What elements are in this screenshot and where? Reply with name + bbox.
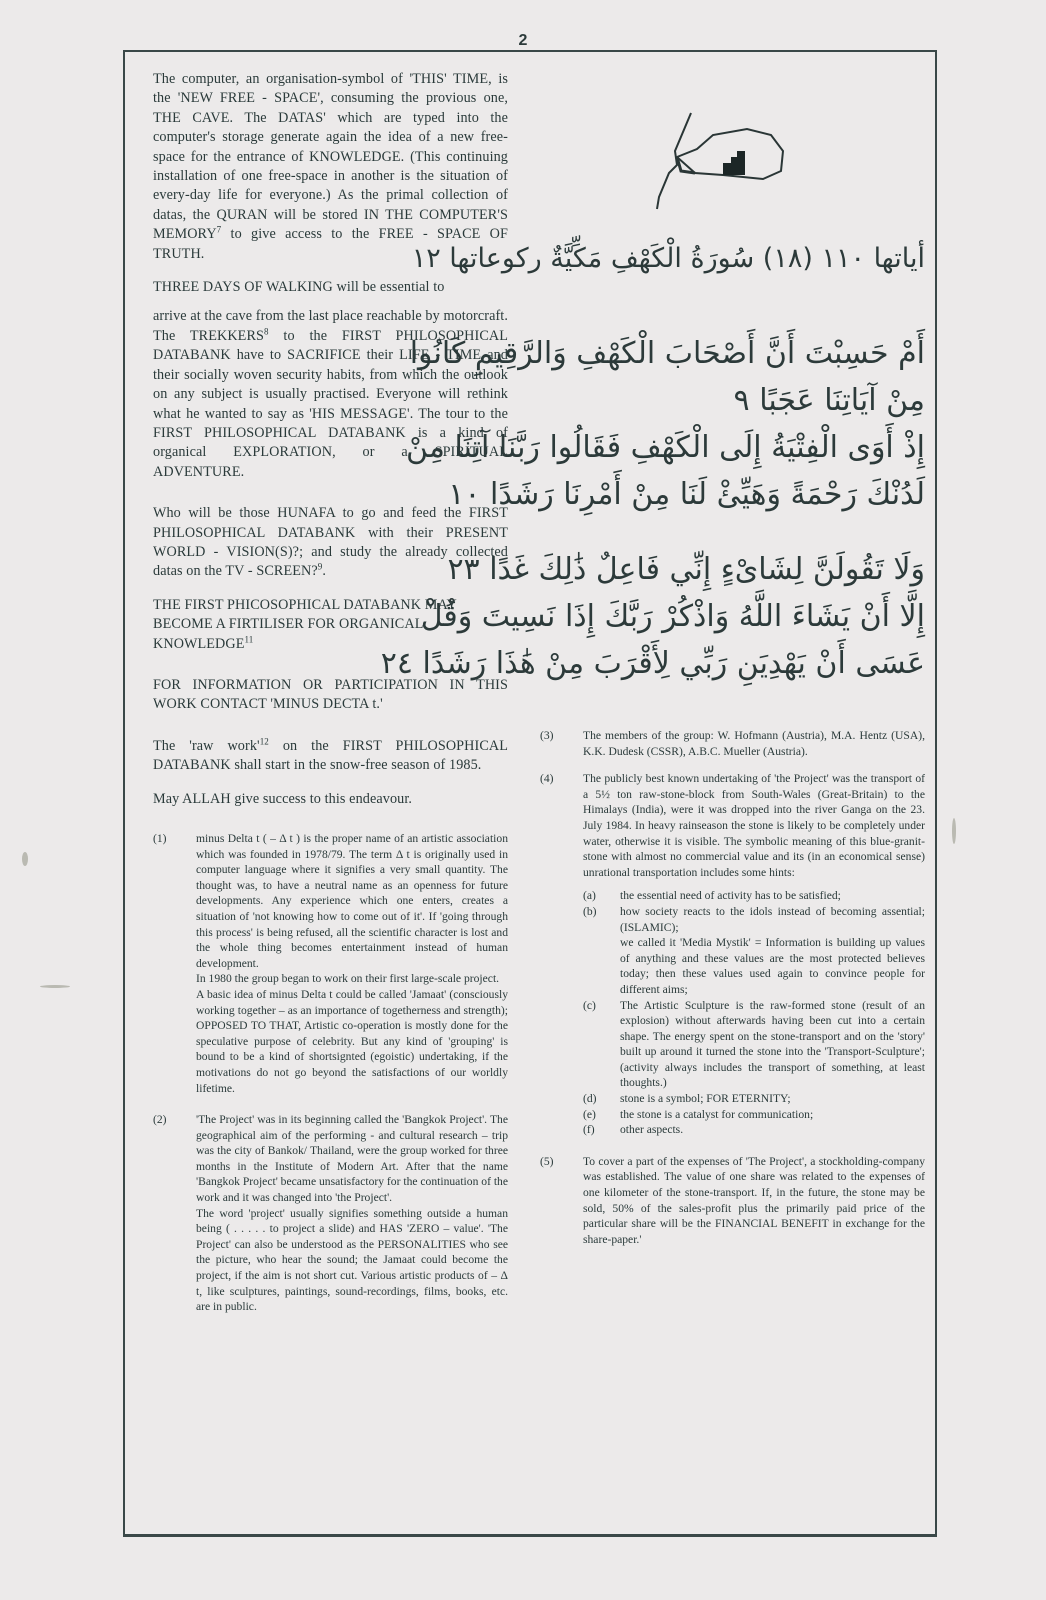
footnote-ref: 11 [244, 633, 254, 644]
sub-item [583, 1091, 925, 1107]
body-paragraph [153, 737, 508, 776]
footnote-text: In 1980 the group began to work on their first large-scale project. [196, 972, 500, 986]
sub-item-text: The Artistic Sculpture is the raw-formed stone (result of an explosion) without afterwards having been cut into a certain shape. The energy spent on the stone-transport and on the 'story' built up around it turned the stone into the 'Transport-Sculpture'; (activity always includes the transport of something, at least thoughts.) [620, 998, 925, 1090]
verse-line: عَسَى أَنْ يَهْدِيَنِ رَبِّي لِأَقْرَبَ مِنْ هَٰذَا رَشَدًا ٢٤ [380, 646, 925, 681]
sub-item-body [620, 1107, 925, 1123]
sub-item-label: (f) [583, 1123, 595, 1137]
scan-speck [40, 985, 70, 988]
footnote-ref: 8 [264, 326, 269, 337]
sub-item-text: how society reacts to the idols instead of becoming assential; (ISLAMIC); [620, 904, 925, 934]
closing-line: May ALLAH give success to this endeavour. [153, 790, 413, 807]
footnote-number: (4) [540, 772, 554, 786]
right-column [380, 95, 925, 1259]
footnote-number: (2) [153, 1113, 167, 1127]
paragraph-text: Who will be those HUNAFA to go and feed the FIRST PHILOSOPHICAL DATABANK with their PRESENT WORLD - VISION(S)?; and study the already collected datas on the TV - SCREEN? [153, 505, 508, 580]
footnote-number: (5) [540, 1154, 554, 1168]
sub-item-text: the stone is a catalyst for communication; [620, 1107, 814, 1121]
sub-item [583, 1107, 925, 1123]
sub-item-label: (d) [583, 1092, 597, 1106]
footnote-text: To cover a part of the expenses of 'The Project', a stockholding-company was established. The value of one share was related to the expenses of one kilometer of the stone-transport. If, in the future, the stone may be sold, 50% of the sales-profit plus the primarily paid price of the particular share will be the FINANCIAL BENEFIT in exchange for the share-paper.' [583, 1154, 925, 1246]
sub-item-label: (e) [583, 1107, 596, 1121]
quran-verses [380, 331, 925, 686]
footnote-body [583, 771, 925, 1138]
footnote-ref: 9 [317, 561, 323, 572]
sub-item-text: the essential need of activity has to be satisfied; [620, 889, 841, 903]
page-number: 2 [518, 32, 528, 49]
body-paragraph [153, 70, 508, 264]
paragraph-text: The computer, an organisation-symbol of 'THIS' TIME, is the 'NEW FREE - SPACE', consuming the provious one, THE CAVE. The DATAS' which are typed into the computer's storage generate again the idea of a new free-space for the entrance of KNOWLEDGE. (This continuing installation of one free-space in another is the situation of every-day life for everyone.) As the primal collection of datas, the QURAN will be stored IN THE COMPUTER'S MEMORY [153, 71, 508, 243]
sub-item-body [620, 1091, 925, 1107]
footnote [153, 831, 508, 1096]
footnote-number: (1) [153, 832, 167, 845]
contact-paragraph: FOR INFORMATION OR PARTICIPATION IN THIS WORK CONTACT 'MINUS DECTA t.' [153, 676, 508, 713]
verse-line: إِلَّا أَنْ يَشَاءَ اللَّهُ وَاذْكُرْ رَبَّكَ إِذَا نَسِيتَ وَقُلْ [420, 599, 925, 634]
sub-item-text: stone is a symbol; FOR ETERNITY; [620, 1092, 791, 1106]
sub-item [583, 1122, 925, 1138]
footnote-ref: 7 [216, 224, 222, 235]
footnote-number: (3) [540, 729, 554, 742]
verse-line: إِذْ أَوَى الْفِتْيَةُ إِلَى الْكَهْفِ فَقَالُوا رَبَّنَا آتِنَا مِنْ [406, 430, 925, 465]
footnote-body [196, 1112, 508, 1315]
sub-item-label: (a) [583, 889, 596, 903]
footnote-text: The word 'project' usually signifies something outside a human being ( . . . . . to project a slide) and HAS 'ZERO – value'. 'The Project' can also be understood as the PERSONALITIES who see the picture, who hear the sound; the Jamaat could become the project, if the aim is not short cut. Various artistic products of – Δ t, like sculptures, paintings, sound-recordings, films, books, etc. are in public. [196, 1206, 508, 1314]
verse-line: أَمْ حَسِبْتَ أَنَّ أَصْحَابَ الْكَهْفِ وَالرَّقِيمِ كَانُوا [409, 336, 925, 371]
cave-drawing-icon [653, 113, 813, 209]
paragraph-text: on the FIRST PHILOSOPHICAL DATABANK shall start in the snow-free season of 1985. [153, 737, 508, 774]
footnote-text: The publicly best known undertaking of 'the Project' was the transport of a 5½ ton raw-stone-block from South-Wales (Great-Britain) to the Himalays (India), were it was dropped into the river Ganga on the 23. July 1984. In heavy rainseason the stone is likely to be completely under water, otherwise it is visible. The symbolic meaning of this blue-granit-stone with almost no commercial value and its (in an economical sense) unrational transportation includes some hints: [583, 772, 925, 879]
paragraph-text: The 'raw work' [153, 737, 260, 754]
footnote-body [583, 1154, 925, 1248]
paragraph-text: THE FIRST PHICOSOPHICAL DATABANK MAY BECOME A FIRTILISER FOR ORGANICAL KNOWLEDGE [153, 596, 457, 652]
footnote-text: The members of the group: W. Hofmann (Austria), M.A. Hentz (USA), K.K. Dudesk (CSSR), A.B.C. Mueller (Austria). [583, 729, 925, 758]
footnote [153, 1112, 508, 1315]
footnote-body [196, 831, 508, 1096]
sub-item-body [620, 1122, 925, 1138]
footnote [540, 1154, 925, 1248]
verse-line: وَلَا تَقُولَنَّ لِشَاىْءٍ إِنِّي فَاعِلٌ ذَٰلِكَ غَدًا ٢٣ [447, 552, 925, 587]
footnote-text: minus Delta t ( – Δ t ) is the proper name of an artistic association which was founded in 1978/79. The term Δ t is originally used in computer language where it signifies a very small quantity. The thought was, to have a neutral name as an openness for future developments. Any experience which one enters, creates a situation of 'not knowing how to come out of it'. If 'going through this process' is being refused, all the scientific character is lost and the whole thing becomes entertainment instead of human development. [196, 832, 508, 970]
sub-item-body [620, 998, 925, 1092]
body-paragraph: THREE DAYS OF WALKING will be essential to [153, 279, 445, 296]
paragraph-text: . [322, 563, 326, 580]
sub-item-body [620, 888, 925, 904]
surah-heading: أياتها ١١٠ (١٨) سُورَةُ الْكَهْفِ مَكِّيَّةٌ ركوعاتها ١٢ [411, 243, 925, 274]
footnote-body [583, 728, 925, 759]
footnote [540, 728, 925, 759]
verse-line: مِنْ آيَاتِنَا عَجَبًا ٩ [733, 383, 925, 418]
sub-item-label: (c) [583, 998, 596, 1012]
sub-item-text: other aspects. [620, 1123, 684, 1137]
footnote [540, 771, 925, 1138]
sub-item-text: we called it 'Media Mystik' = Information is building up values of anything and these values are the most protected believes today; then these values used again to convince people for different aims; [620, 936, 925, 996]
scan-speck [22, 852, 28, 866]
footnote-text: 'The Project' was in its beginning called the 'Bangkok Project'. The geographical aim of the performing - and cultural research – trip was the city of Bankok/ Thailand, were the group worked for three months in the Institute of Modern Art. After that the name 'Bangkok Project' became unsatisfactory for the continuation of the work and it was changed into 'the Project'. [196, 1113, 508, 1205]
right-footnotes [540, 728, 925, 1247]
sub-item [583, 998, 925, 1092]
footnote-text: A basic idea of minus Delta t could be called 'Jamaat' (consciously working together – as an importance of togetherness and strength); OPPOSED TO THAT, Artistic co-operation is mostly done for the speculative purpose of celebrity. But any kind of 'grouping' is bound to be a kind of shortsignted (egoistic) undertaking, if the motivations do not go beyond the satisfactions of our worldly lifetime. [196, 987, 508, 1095]
sub-item [583, 904, 925, 998]
paragraph-text: arrive at the cave from the last place reachable by motorcraft. The TREKKERS [153, 308, 508, 344]
sub-item [583, 888, 925, 904]
paragraph-text: to give access to the FREE - SPACE OF TRUTH. [153, 226, 508, 262]
sub-item-label: (b) [583, 904, 597, 918]
footnote-ref: 12 [259, 736, 269, 747]
scan-speck [952, 818, 956, 844]
sub-item-body [620, 904, 925, 998]
paragraph-text: to the FIRST PHILOSOPHICAL DATABANK have to SACRIFICE their LIFE - TIME and their socially woven security habits, from which the outlook on any subject is usually practised. Everyone will rethink what he wanted to say as 'HIS MESSAGE'. The tour to the FIRST PHILOSOPHICAL DATABANK is a kind of organical EXPLORATION, or a SPIRITUAL ADVENTURE. [153, 327, 509, 480]
verse-line: لَدُنْكَ رَحْمَةً وَهَيِّئْ لَنَا مِنْ أَمْرِنَا رَشَدًا ١٠ [448, 477, 925, 512]
